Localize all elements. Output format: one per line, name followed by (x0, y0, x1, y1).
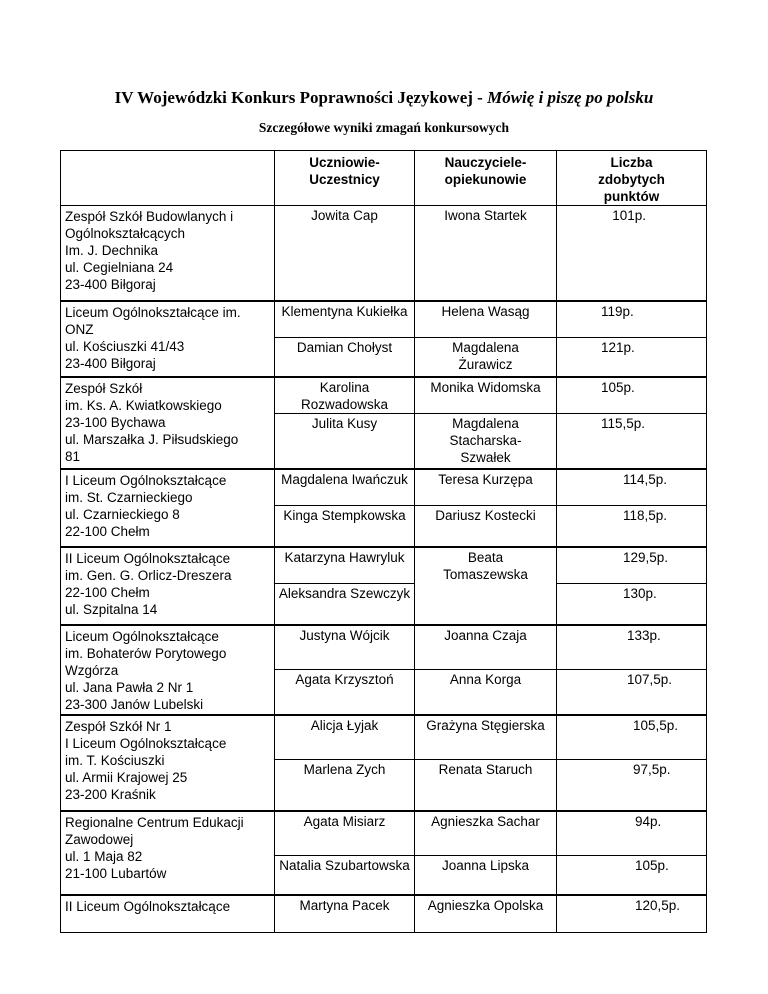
school-line: Wzgórza (65, 663, 119, 678)
school-line: 22-100 Chełm (65, 585, 150, 600)
points-cell: 130p. (557, 583, 707, 625)
school-cell (61, 206, 275, 302)
school-line: ul. Cegielniana 24 (65, 260, 174, 275)
school-line: Zespół Szkół (65, 381, 143, 396)
school-line: im. Ks. A. Kwiatkowskiego (65, 398, 222, 413)
teacher-cell: Anna Korga (415, 669, 557, 715)
teacher-cell: Beata Tomaszewska (415, 547, 557, 625)
school-cell (61, 715, 275, 811)
school-line: Im. J. Dechnika (65, 243, 159, 258)
table-row (61, 547, 707, 583)
points-cell: 107,5p. (557, 669, 707, 715)
table-row (61, 625, 707, 669)
student-cell: Alicja Łyjak (275, 715, 415, 759)
table-row (61, 301, 707, 337)
school-line: im. Gen. G. Orlicz-Dreszera (65, 568, 232, 583)
school-line: ul. Marszałka J. Piłsudskiego (65, 432, 239, 447)
student-cell: Marlena Zych (275, 759, 415, 811)
points-cell: 118,5p. (557, 505, 707, 547)
points-cell: 105p. (557, 377, 707, 414)
points-cell: 114,5p. (557, 469, 707, 505)
student-cell: Klementyna Kukiełka (275, 301, 415, 337)
school-line: 23-300 Janów Lubelski (65, 697, 204, 712)
student-cell: Julita Kusy (275, 414, 415, 470)
school-line: Regionalne Centrum Edukacji (65, 815, 244, 830)
points-cell: 121p. (557, 337, 707, 377)
student-cell: Martyna Pacek (275, 895, 415, 933)
student-cell: Karolina Rozwadowska (275, 377, 415, 414)
school-line: 22-100 Chełm (65, 524, 150, 539)
header-points: Liczba zdobytych punktów (557, 151, 707, 206)
table-row (61, 715, 707, 759)
teacher-cell: Joanna Lipska (415, 855, 557, 895)
school-line: ONZ (65, 322, 94, 337)
points-cell: 119p. (557, 301, 707, 337)
school-line: 21-100 Lubartów (65, 866, 167, 881)
results-body (61, 206, 707, 933)
student-cell: Jowita Cap (275, 206, 415, 302)
table-row (61, 469, 707, 505)
teacher-cell: Dariusz Kostecki (415, 505, 557, 547)
points-cell: 94p. (557, 811, 707, 855)
points-cell: 115,5p. (557, 414, 707, 470)
table-row (61, 377, 707, 414)
teacher-cell: Grażyna Stęgierska (415, 715, 557, 759)
teacher-cell: Agnieszka Sachar (415, 811, 557, 855)
points-cell: 120,5p. (557, 895, 707, 933)
student-cell: Aleksandra Szewczyk (275, 583, 415, 625)
school-line: 81 (65, 449, 81, 464)
school-cell (61, 895, 275, 933)
school-line: ul. Szpitalna 14 (65, 602, 158, 617)
school-cell (61, 469, 275, 547)
school-line: Ogólnokształcących (65, 226, 186, 241)
school-line: im. T. Kościuszki (65, 753, 165, 768)
school-line: im. Bohaterów Porytowego (65, 646, 227, 661)
teacher-cell: Monika Widomska (415, 377, 557, 414)
document-title (0, 88, 768, 108)
header-row (61, 151, 707, 206)
teacher-cell: Teresa Kurzępa (415, 469, 557, 505)
school-line: ul. 1 Maja 82 (65, 849, 143, 864)
school-line: 23-200 Kraśnik (65, 787, 156, 802)
school-line: ul. Czarnieckiego 8 (65, 507, 180, 522)
student-cell: Damian Chołyst (275, 337, 415, 377)
school-line: im. St. Czarnieckiego (65, 490, 193, 505)
header-teachers: Nauczyciele-opiekunowie (415, 151, 557, 206)
table-row (61, 895, 707, 933)
school-line: Liceum Ogólnokształcące im. (65, 305, 241, 320)
school-line: I Liceum Ogólnokształcące (65, 473, 227, 488)
teacher-cell: Renata Staruch (415, 759, 557, 811)
header-students: Uczniowie- Uczestnicy (275, 151, 415, 206)
points-cell: 105p. (557, 855, 707, 895)
school-line: ul. Kościuszki 41/43 (65, 339, 185, 354)
student-cell: Agata Krzysztoń (275, 669, 415, 715)
school-line: ul. Armii Krajowej 25 (65, 770, 188, 785)
student-cell: Katarzyna Hawryluk (275, 547, 415, 583)
student-cell: Agata Misiarz (275, 811, 415, 855)
teacher-cell: Agnieszka Opolska (415, 895, 557, 933)
points-cell: 97,5p. (557, 759, 707, 811)
school-line: 23-100 Bychawa (65, 415, 166, 430)
school-line: II Liceum Ogólnokształcące (65, 899, 231, 914)
school-line: Zespół Szkół Nr 1 (65, 719, 172, 734)
school-cell (61, 547, 275, 625)
points-cell: 101p. (557, 206, 707, 302)
teacher-cell: Joanna Czaja (415, 625, 557, 669)
title-main: IV Wojewódzki Konkurs Poprawności Językowej - (114, 88, 488, 107)
school-cell (61, 377, 275, 469)
school-cell (61, 625, 275, 715)
school-line: 23-400 Biłgoraj (65, 277, 156, 292)
points-cell: 129,5p. (557, 547, 707, 583)
student-cell: Magdalena Iwańczuk (275, 469, 415, 505)
teacher-cell: Magdalena Stacharska-Szwałek (415, 414, 557, 470)
teacher-cell: Magdalena Żurawicz (415, 337, 557, 377)
school-line: Zespół Szkół Budowlanych i (65, 209, 234, 224)
results-table (60, 150, 707, 933)
table-row (61, 811, 707, 855)
document-subtitle: Szczegółowe wyniki zmagań konkursowych (258, 120, 510, 135)
school-cell (61, 811, 275, 895)
points-cell: 133p. (557, 625, 707, 669)
school-line: Zawodowej (65, 832, 134, 847)
teacher-cell: Iwona Startek (415, 206, 557, 302)
title-italic: Mówię i piszę po polsku (487, 88, 654, 107)
school-line: II Liceum Ogólnokształcące (65, 551, 231, 566)
school-line: ul. Jana Pawła 2 Nr 1 (65, 680, 194, 695)
student-cell: Justyna Wójcik (275, 625, 415, 669)
points-cell: 105,5p. (557, 715, 707, 759)
header-school-cell (61, 151, 275, 206)
teacher-cell: Helena Wasąg (415, 301, 557, 337)
student-cell: Natalia Szubartowska (275, 855, 415, 895)
school-line: 23-400 Biłgoraj (65, 356, 156, 371)
school-line: Liceum Ogólnokształcące (65, 629, 219, 644)
table-row (61, 206, 707, 302)
school-line: I Liceum Ogólnokształcące (65, 736, 227, 751)
school-cell (61, 301, 275, 377)
student-cell: Kinga Stempkowska (275, 505, 415, 547)
